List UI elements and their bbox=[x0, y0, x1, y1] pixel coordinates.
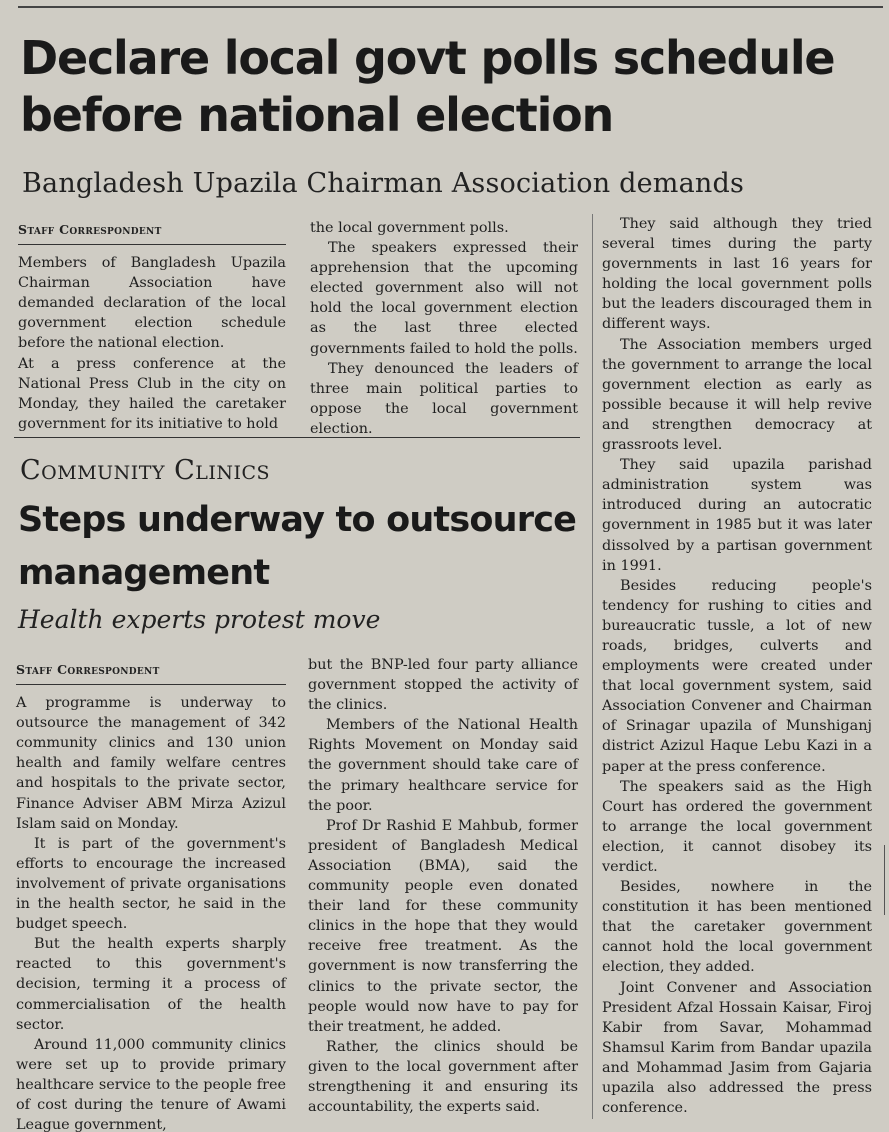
paragraph: Around 11,000 community clinics were set up to provide primary healthcare service to the people free of cost during the tenure of Awami League government, bbox=[16, 1036, 286, 1132]
story2-headline bbox=[18, 494, 588, 600]
byline-rule bbox=[18, 244, 286, 245]
column-divider bbox=[592, 214, 593, 1119]
paragraph: the local government polls. bbox=[310, 220, 509, 236]
paragraph: Rather, the clinics should be given to the local government after strengthening it and ensuring its accountability, the experts said. bbox=[308, 1038, 578, 1116]
top-rule bbox=[18, 6, 883, 8]
story1-column-3 bbox=[602, 214, 872, 1118]
paragraph: Joint Convener and Association President Afzal Hossain Kaisar, Firoj Kabir from Savar, Mohammad Shamsul Karim from Bandar upazila and Mohammad Jasim from Gajaria upazila also addressed the press conference. bbox=[602, 979, 872, 1117]
story1-byline-block bbox=[18, 220, 286, 245]
paragraph: They said upazila parishad administration system was introduced during an autocratic government in 1985 but it was later dissolved by a partisan government in 1991. bbox=[602, 457, 872, 574]
story1-subhead: Bangladesh Upazila Chairman Association demands bbox=[22, 168, 745, 199]
paragraph: The Association members urged the government to arrange the local government election as early as possible because it will help revive and strengthen democracy at grassroots level. bbox=[602, 336, 872, 454]
story2-byline: Staff Correspondent bbox=[16, 662, 160, 677]
story1-headline-line1: Declare local govt polls schedule bbox=[20, 31, 835, 85]
paragraph: Prof Dr Rashid E Mahbub, former president of Bangladesh Medical Association (BMA), said the community people even donated their land for these community clinics in the hope that they would receive free treatment. As the government is now transferring the clinics to the private sector, the people would now have to pay for their treatment, he added. bbox=[308, 817, 578, 1035]
paragraph: They denounced the leaders of three main political parties to oppose the local government election. bbox=[310, 360, 578, 437]
story2-subhead: Health experts protest move bbox=[18, 605, 381, 634]
edge-rule bbox=[884, 845, 885, 915]
paragraph: Members of the National Health Rights Movement on Monday said the government should take care of the primary healthcare service for the poor. bbox=[308, 717, 578, 814]
paragraph: The speakers expressed their apprehension that the upcoming elected government also will not hold the local government election as the last three elected governments failed to hold the polls. bbox=[310, 240, 578, 357]
story1-headline-line2: before national election bbox=[20, 88, 614, 142]
story1-column-2 bbox=[310, 218, 578, 439]
story2-headline-line1: Steps underway to outsource bbox=[18, 500, 577, 540]
paragraph: Besides, nowhere in the constitution it has been mentioned that the caretaker government cannot hold the local government election, they added. bbox=[602, 879, 872, 976]
story-divider-rule bbox=[14, 437, 580, 438]
story1-byline: Staff Correspondent bbox=[18, 222, 162, 237]
story1-headline bbox=[20, 30, 880, 144]
paragraph: A programme is underway to outsource the management of 342 community clinics and 130 union health and family welfare centres and hospitals to the private sector, Finance Adviser ABM Mirza Azizul Islam said on Monday. bbox=[16, 695, 286, 832]
paragraph: They said although they tried several times during the party governments in last 16 years for holding the local government polls but the leaders discouraged them in different ways. bbox=[602, 216, 872, 333]
story2-byline-block bbox=[16, 660, 286, 685]
paragraph: It is part of the government's efforts to encourage the increased involvement of private organisations in the health sector, he said in the budget speech. bbox=[16, 835, 286, 933]
paragraph: At a press conference at the National Press Club in the city on Monday, they hailed the caretaker government for its initiative to hold bbox=[18, 355, 286, 432]
story2-column-1 bbox=[16, 660, 286, 1132]
byline-rule bbox=[16, 684, 286, 685]
story1-column-1 bbox=[18, 220, 286, 434]
paragraph: Besides reducing people's tendency for rushing to cities and bureaucratic tussle, a lot of new roads, bridges, culverts and employments were created under that local government system, said Association Convener and Chairman of Srinagar upazila of Munshiganj district Azizul Haque Lebu Kazi in a paper at the press conference. bbox=[602, 577, 872, 775]
story2-kicker: Community Clinics bbox=[20, 455, 271, 486]
paragraph: The speakers said as the High Court has ordered the government to arrange the local government election, it cannot disobey its verdict. bbox=[602, 778, 872, 875]
story2-column-2 bbox=[308, 655, 578, 1117]
paragraph: but the BNP-led four party alliance government stopped the activity of the clinics. bbox=[308, 657, 578, 714]
paragraph: But the health experts sharply reacted to this government's decision, terming it a process of commercialisation of the health sector. bbox=[16, 936, 286, 1033]
story2-headline-line2: management bbox=[18, 553, 270, 593]
paragraph: Members of Bangladesh Upazila Chairman Association have demanded declaration of the local government election schedule before the national election. bbox=[18, 255, 286, 352]
